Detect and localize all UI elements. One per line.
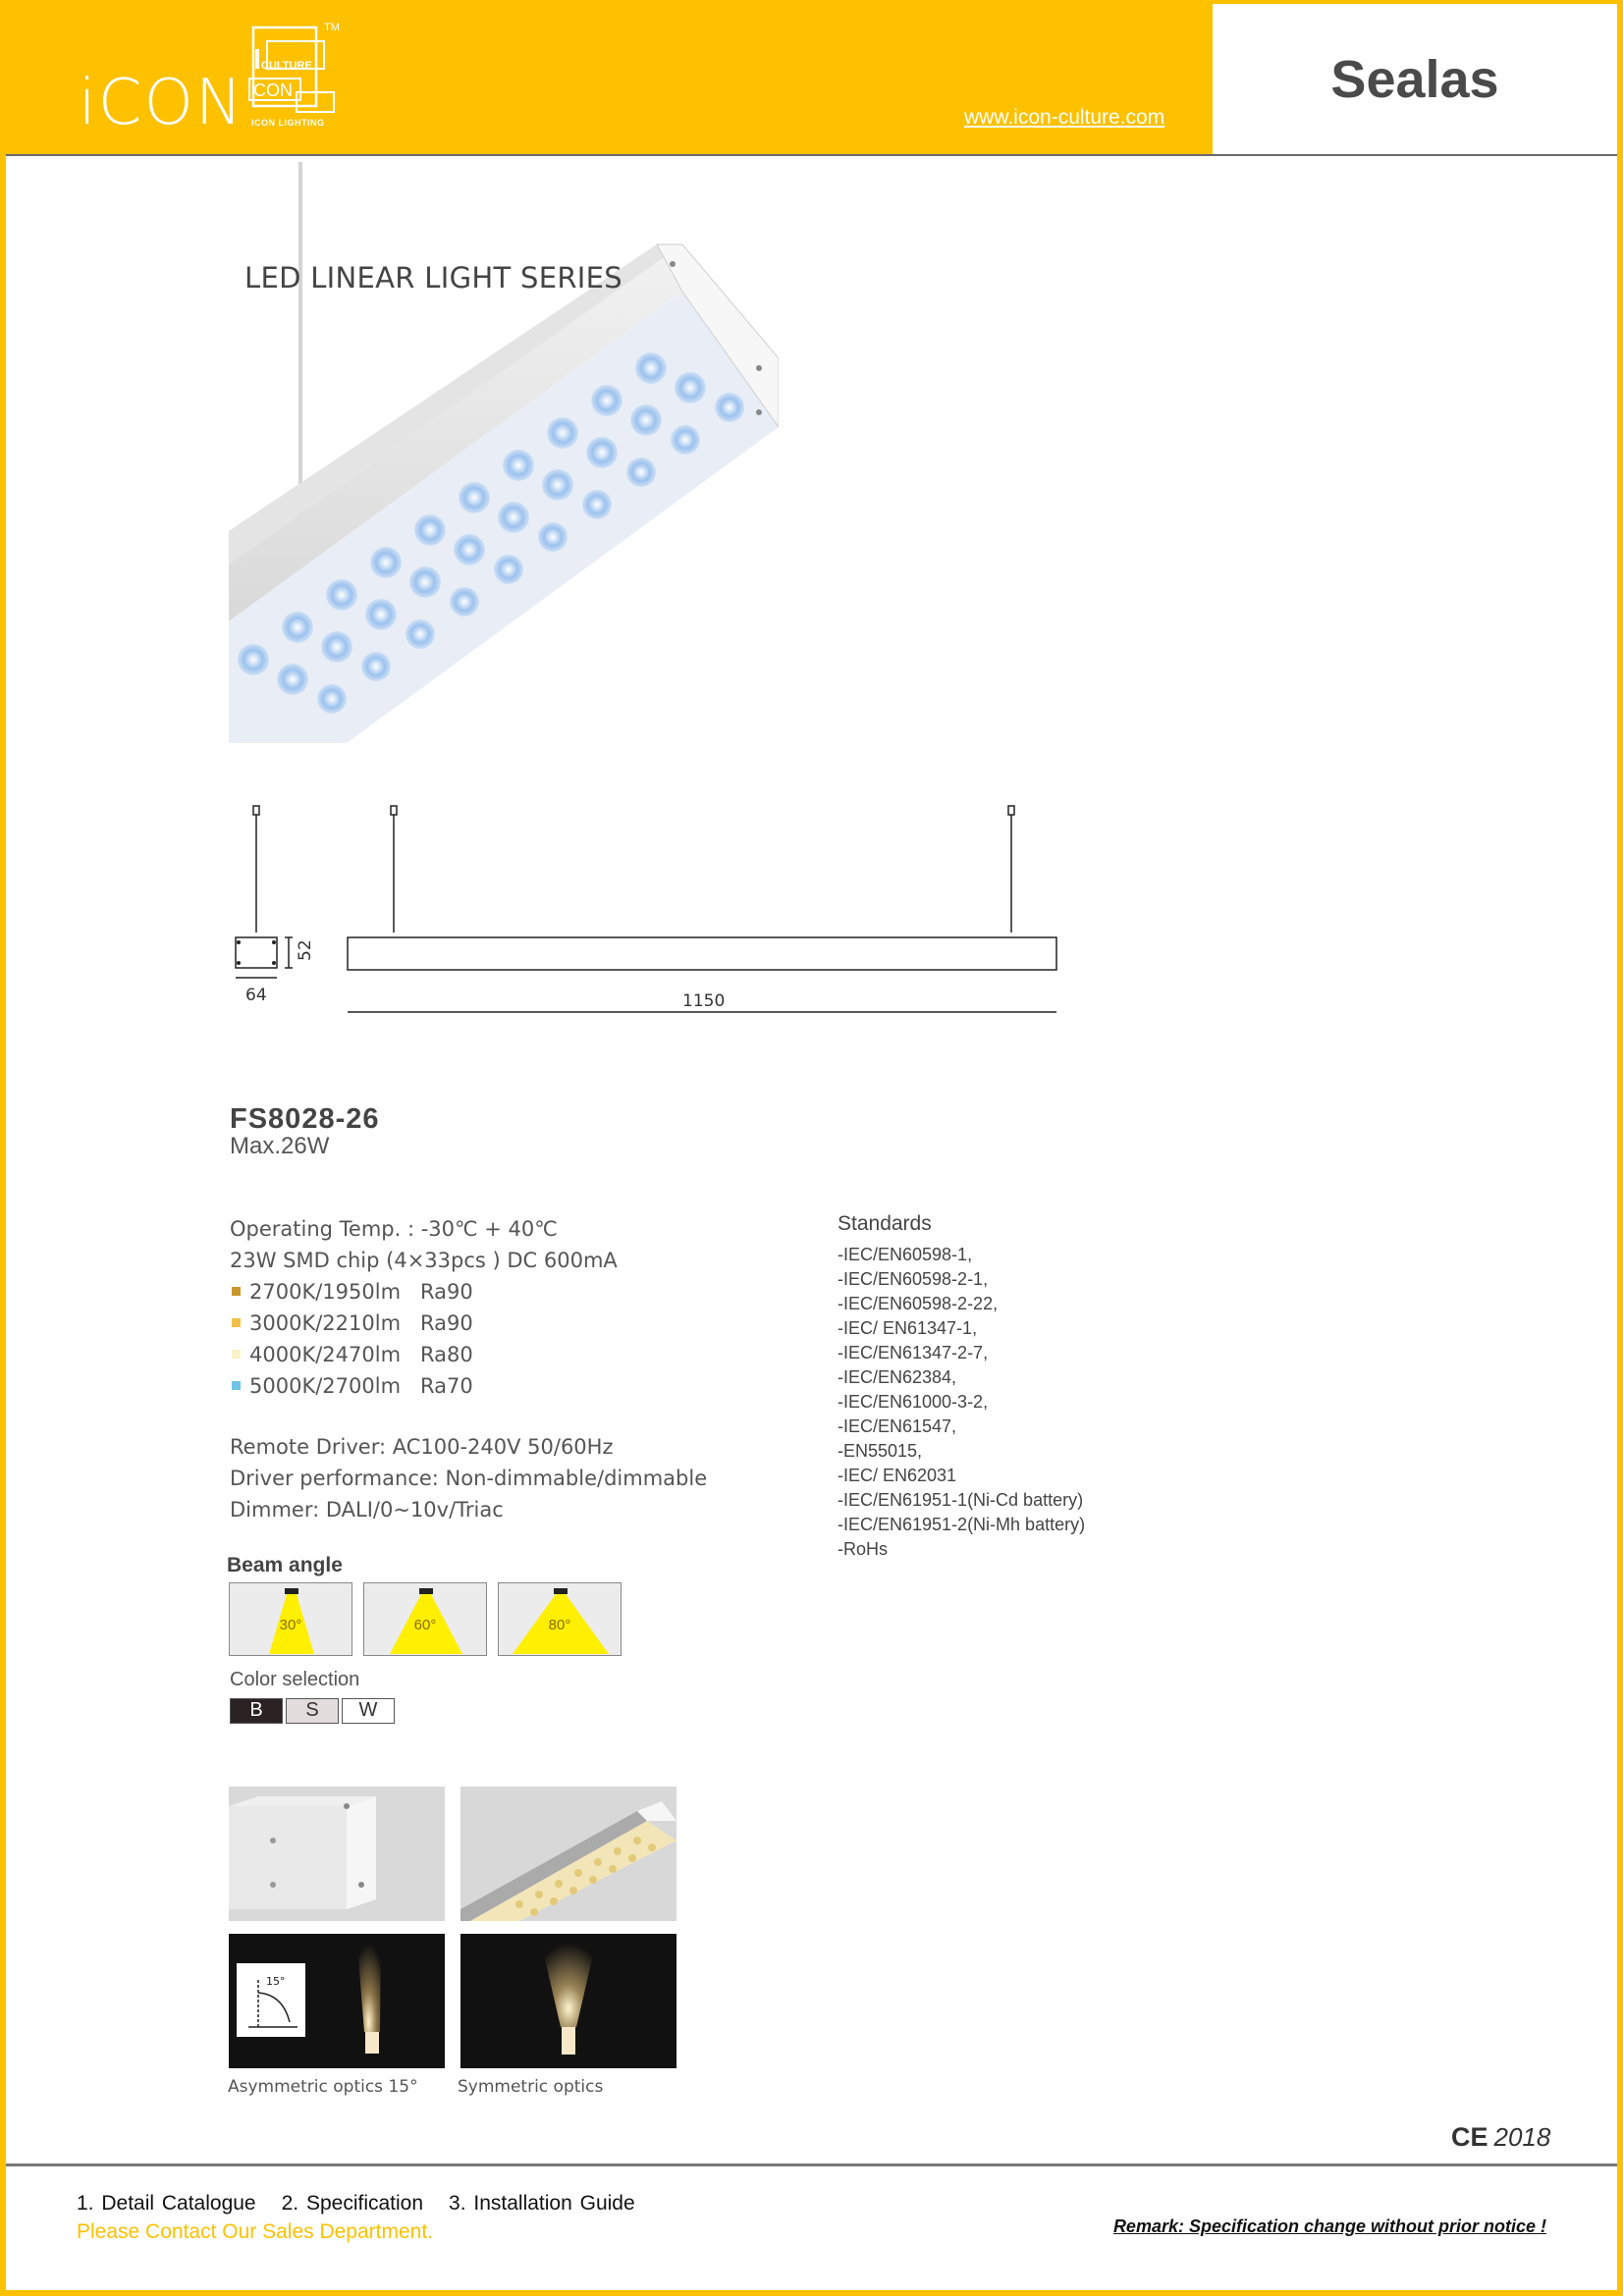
caption-asymmetric: Asymmetric optics 15°: [228, 2077, 418, 2097]
spec-list: [230, 1213, 618, 1402]
standards-list: [838, 1243, 1085, 1562]
footer-links: [77, 2192, 661, 2216]
dimmer-options: Dimmer: DALI/0~10v/Triac: [230, 1498, 504, 1522]
angle-label: 15°: [266, 1975, 286, 1988]
product-brand-name: Sealas: [1330, 50, 1499, 109]
color-selection-title: Color selection: [230, 1669, 360, 1690]
color-option-white: W: [342, 1698, 395, 1724]
color-temp-row: 2700K/1950lm Ra90: [230, 1276, 618, 1308]
caption-symmetric: Symmetric optics: [458, 2077, 604, 2097]
standard-item: -IEC/EN61347-2-7,: [838, 1343, 989, 1362]
icon-logo: [245, 24, 344, 132]
beam-option-60: [363, 1582, 487, 1656]
color-swatch-5000k: [232, 1381, 241, 1390]
footer-link-catalogue[interactable]: 1. Detail Catalogue: [77, 2192, 256, 2215]
height-dimension: 52: [296, 939, 315, 961]
standard-item: -EN55015,: [838, 1441, 923, 1461]
color-temp-row: 4000K/2470lm Ra80: [230, 1339, 618, 1370]
certification: [1451, 2122, 1550, 2153]
beam-angle-title: Beam angle: [227, 1554, 343, 1576]
asymmetric-optics-photo: [229, 1934, 445, 2068]
color-swatch-2700k: [232, 1287, 241, 1296]
beam-angle-options: [229, 1582, 622, 1656]
dimension-drawing: [226, 800, 1070, 1026]
color-swatch-4000k: [232, 1350, 241, 1359]
chip-spec: 23W SMD chip (4×33pcs ) DC 600mA: [230, 1249, 618, 1272]
standard-item: -IEC/EN61951-1(Ni-Cd battery): [838, 1490, 1084, 1510]
header-divider: [6, 154, 1617, 156]
end-cap-photo: [229, 1787, 445, 1921]
brand-wordmark: iCON: [79, 67, 244, 139]
driver-performance: Driver performance: Non-dimmable/dimmable: [230, 1467, 708, 1490]
driver-info: [230, 1431, 707, 1525]
footer-link-installation[interactable]: 3. Installation Guide: [449, 2192, 635, 2215]
remote-driver: Remote Driver: AC100-240V 50/60Hz: [230, 1435, 614, 1459]
color-option-black: B: [230, 1698, 283, 1724]
length-dimension: 1150: [682, 991, 726, 1011]
ce-mark-icon: CE: [1451, 2122, 1488, 2152]
footer-contact: Please Contact Our Sales Department.: [77, 2220, 434, 2243]
operating-temp: Operating Temp. : -30℃ + 40℃: [230, 1217, 558, 1241]
series-title: LED LINEAR LIGHT SERIES: [244, 261, 622, 294]
product-hero-image: [229, 162, 779, 743]
standards-title: Standards: [838, 1212, 932, 1235]
standard-item: -IEC/EN60598-1,: [838, 1245, 973, 1264]
beam-option-30: [229, 1582, 352, 1656]
footer-remark: Remark: Specification change without prior notice !: [1112, 2216, 1546, 2236]
standard-item: -IEC/EN61547,: [838, 1416, 957, 1436]
color-swatch-3000k: [232, 1318, 241, 1327]
color-option-silver: S: [286, 1698, 339, 1724]
standard-item: -RoHs: [838, 1539, 889, 1559]
lens-detail-photo: [460, 1787, 676, 1921]
logo-word-culture: CULTURE: [261, 60, 312, 72]
standard-item: -IEC/EN62384,: [838, 1367, 957, 1387]
standard-item: -IEC/ EN62031: [838, 1466, 957, 1485]
symmetric-optics-photo: [460, 1934, 676, 2068]
frame-left: [0, 0, 6, 2296]
logo-subtitle: ICON LIGHTING: [251, 118, 325, 128]
color-temp-row: 3000K/2210lm Ra90: [230, 1308, 618, 1339]
standard-item: -IEC/EN61000-3-2,: [838, 1392, 989, 1412]
model-code: FS8028-26: [230, 1103, 380, 1135]
beam-angle-label: 30°: [279, 1617, 302, 1633]
footer-link-specification[interactable]: 2. Specification: [281, 2192, 424, 2215]
frame-bottom: [0, 2290, 1623, 2296]
certification-year: 2018: [1493, 2122, 1551, 2152]
model-max-power: Max.26W: [230, 1133, 330, 1159]
beam-angle-label: 60°: [413, 1617, 437, 1633]
color-selection-options: [230, 1698, 395, 1724]
product-photo-grid: [229, 1787, 676, 2071]
beam-option-80: [498, 1582, 622, 1656]
website-link[interactable]: www.icon-culture.com: [964, 106, 1165, 129]
frame-right: [1617, 0, 1623, 2296]
standard-item: -IEC/EN60598-2-22,: [838, 1294, 999, 1313]
standard-item: -IEC/ EN61347-1,: [838, 1318, 978, 1338]
color-temp-row: 5000K/2700lm Ra70: [230, 1370, 618, 1402]
standard-item: -IEC/EN60598-2-1,: [838, 1269, 989, 1289]
trademark-mark: TM: [324, 22, 340, 33]
footer-divider: [6, 2163, 1617, 2166]
beam-angle-label: 80°: [548, 1617, 571, 1633]
width-dimension: 64: [245, 986, 267, 1005]
standard-item: -IEC/EN61951-2(Ni-Mh battery): [838, 1515, 1086, 1534]
logo-word-con: CON: [253, 80, 293, 100]
